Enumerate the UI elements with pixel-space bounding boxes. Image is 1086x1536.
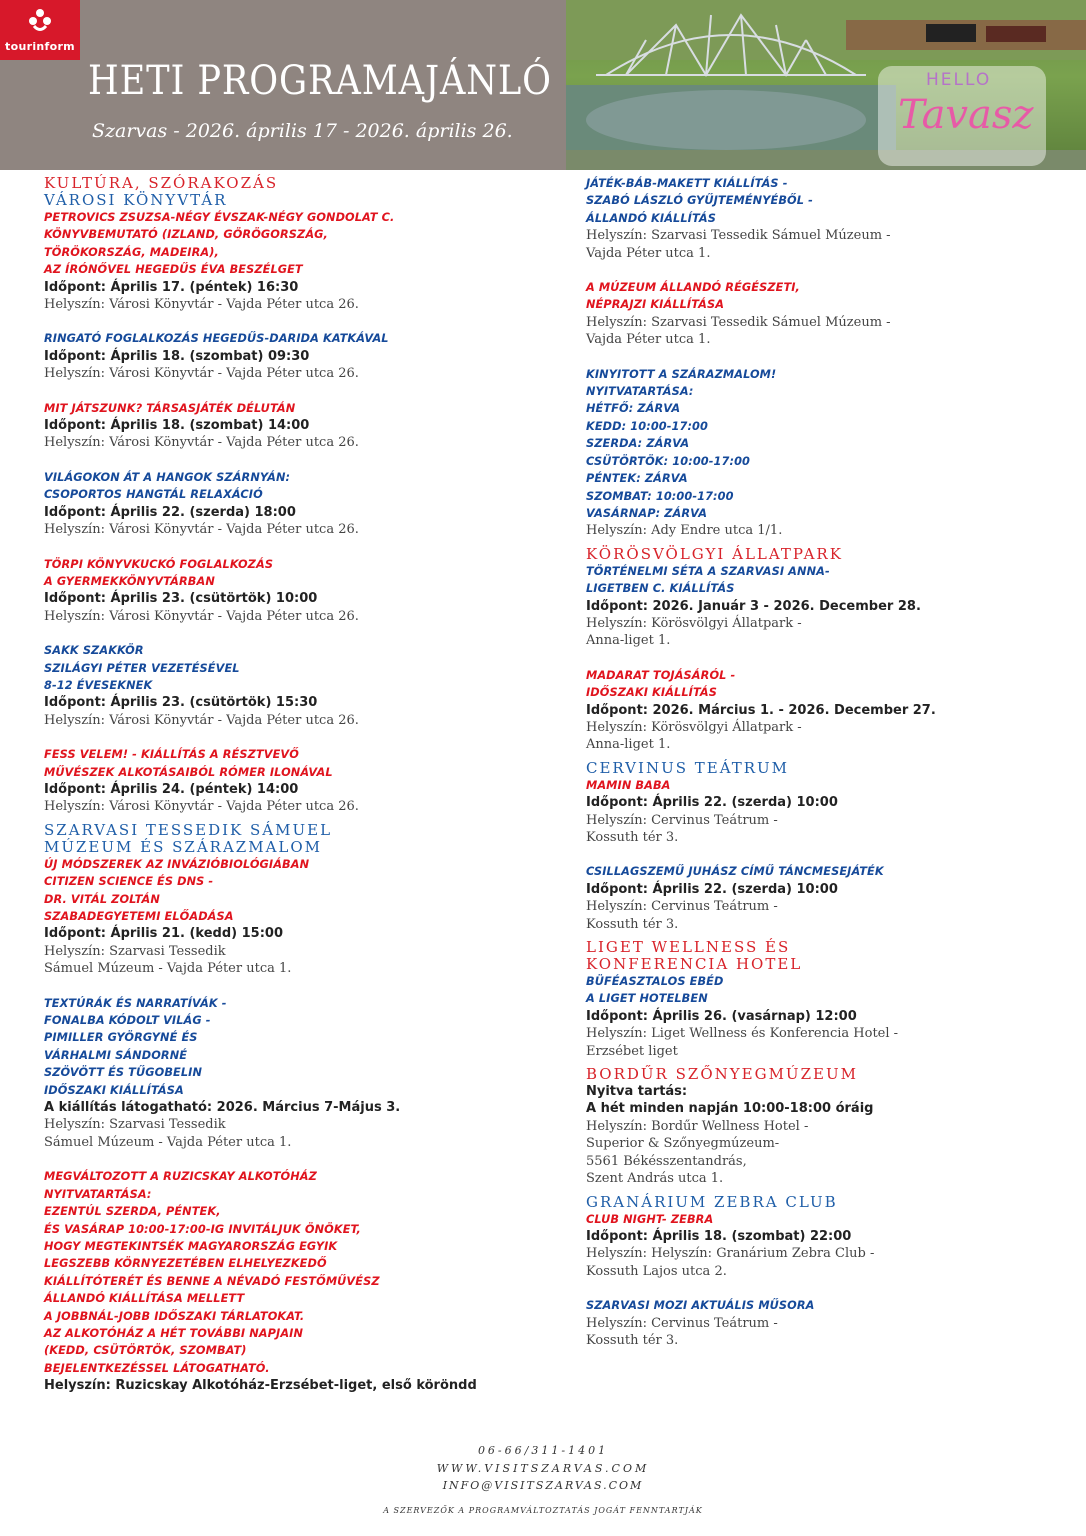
tourinform-flower-icon xyxy=(28,7,52,33)
event-date: Időpont: Április 21. (kedd) 15:00 xyxy=(44,926,283,942)
event-title: MIT JÁTSZUNK? TÁRSASJÁTÉK DÉLUTÁN xyxy=(44,401,296,415)
event-location: Kossuth tér 3. xyxy=(586,916,679,932)
event-location: Helyszín: Városi Könyvtár - Vajda Péter utca 26. xyxy=(44,366,359,382)
event-location: Helyszín: Szarvasi Tessedik Sámuel Múzeum - xyxy=(586,228,891,244)
event-item xyxy=(44,995,544,1152)
event-title: AZ ÍRÓNŐVEL HEGEDŰS ÉVA BESZÉLGET xyxy=(44,263,303,277)
spacer xyxy=(586,650,1056,667)
event-title: SZABADEGYETEMI ELŐADÁSA xyxy=(44,910,234,923)
page-subtitle: Szarvas - 2026. április 17 - 2026. április 26. xyxy=(92,120,513,142)
section-heading: CERVINUS TEÁTRUM xyxy=(586,758,790,777)
event-location: Superior & Szőnyegmúzeum- xyxy=(586,1136,780,1152)
header-banner xyxy=(0,0,566,170)
footer-website[interactable]: WWW.VISITSZARVAS.COM xyxy=(436,1462,650,1475)
section-heading: LIGET WELLNESS ÉS xyxy=(586,938,791,957)
event-date: Időpont: Április 17. (péntek) 16:30 xyxy=(44,279,299,295)
event-location: Helyszín: Helyszín: Granárium Zebra Club - xyxy=(586,1246,875,1262)
spacer xyxy=(44,729,544,746)
event-title: LEGSZEBB KÖRNYEZETÉBEN ELHELYEZKEDŐ xyxy=(44,1257,327,1271)
spacer xyxy=(44,452,544,469)
event-location: Helyszín: Városi Könyvtár - Vajda Péter utca 26. xyxy=(44,297,359,313)
event-date: Időpont: Április 24. (péntek) 14:00 xyxy=(44,781,299,797)
spacer xyxy=(44,625,544,642)
event-item xyxy=(586,777,1056,847)
event-title: FESS VELEM! - KIÁLLÍTÁS A RÉSZTVEVŐ xyxy=(44,748,299,762)
event-location: Helyszín: Liget Wellness és Konferencia Hotel - xyxy=(586,1026,899,1042)
event-item xyxy=(586,973,1056,1060)
event-location: Helyszín: Szarvasi Tessedik Sámuel Múzeum - xyxy=(586,314,891,330)
event-location: Helyszín: Ady Endre utca 1/1. xyxy=(586,523,783,539)
event-item xyxy=(44,642,544,729)
event-title: DR. VITÁL ZOLTÁN xyxy=(44,892,160,906)
event-title: SAKK SZAKKÖR xyxy=(44,644,144,658)
event-date: Időpont: Április 22. (szerda) 18:00 xyxy=(44,504,296,520)
event-item xyxy=(586,1297,1056,1349)
event-title: TÖRPI KÖNYVKUCKÓ FOGLALKOZÁS xyxy=(44,557,274,571)
event-title: TEXTÚRÁK ÉS NARRATÍVÁK - xyxy=(44,996,227,1010)
spacer xyxy=(586,846,1056,863)
event-date: Időpont: 2026. Március 1. - 2026. December 27. xyxy=(586,702,936,718)
spacer xyxy=(44,978,544,995)
event-title: NYITVATARTÁSA: xyxy=(586,385,694,399)
event-title: VILÁGOKON ÁT A HANGOK SZÁRNYÁN: xyxy=(44,470,291,484)
event-item xyxy=(586,1211,1056,1281)
event-date: Időpont: Április 23. (csütörtök) 15:30 xyxy=(44,695,318,711)
section-heading: KÖRÖSVÖLGYI ÁLLATPARK xyxy=(586,544,843,563)
event-location: Helyszín: Városi Könyvtár - Vajda Péter utca 26. xyxy=(44,608,359,624)
event-date: Időpont: Április 26. (vasárnap) 12:00 xyxy=(586,1008,857,1024)
event-title: PETROVICS ZSUZSA-NÉGY ÉVSZAK-NÉGY GONDOLAT C. xyxy=(44,211,395,224)
event-location: Helyszín: Városi Könyvtár - Vajda Péter utca 26. xyxy=(44,522,359,538)
event-title: CITIZEN SCIENCE ÉS DNS - xyxy=(44,875,214,889)
event-item xyxy=(586,175,1056,262)
tourinform-logo[interactable] xyxy=(0,0,80,60)
event-location: Helyszín: Városi Könyvtár - Vajda Péter utca 26. xyxy=(44,435,359,451)
event-title: NYITVATARTÁSA: xyxy=(44,1187,152,1201)
event-title: ÉS VASÁRAP 10:00-17:00-IG INVITÁLJUK ÖNÖKET, xyxy=(44,1222,361,1236)
spacer xyxy=(586,1280,1056,1297)
section-heading: BORDŰR SZŐNYEGMÚZEUM xyxy=(586,1065,858,1084)
event-title: CSÜTÖRTÖK: 10:00-17:00 xyxy=(586,454,751,468)
event-location: Helyszín: Körösvölgyi Állatpark - xyxy=(586,719,802,735)
hello-text: HELLO xyxy=(926,70,992,90)
spacer xyxy=(586,262,1056,279)
tavasz-text: Tavasz xyxy=(898,92,1034,138)
event-title: CSILLAGSZEMŰ JUHÁSZ CÍMŰ TÁNCMESEJÁTÉK xyxy=(586,865,884,879)
section-heading: KONFERENCIA HOTEL xyxy=(586,955,803,974)
header-photo xyxy=(566,0,1086,170)
event-date: Időpont: 2026. Január 3 - 2026. December 28. xyxy=(586,598,921,614)
event-title: MŰVÉSZEK ALKOTÁSAIBÓL RÓMER ILONÁVAL xyxy=(44,765,333,779)
event-title: (KEDD, CSÜTÖRTÖK, SZOMBAT) xyxy=(44,1344,247,1358)
event-title: SZÖVÖTT ÉS TŰGOBELIN xyxy=(44,1066,203,1080)
footer-email[interactable]: INFO@VISITSZARVAS.COM xyxy=(442,1479,644,1492)
event-title: NÉPRAJZI KIÁLLÍTÁSA xyxy=(586,298,725,312)
event-title: KINYITOTT A SZÁRAZMALOM! xyxy=(586,367,777,381)
event-title: RINGATÓ FOGLALKOZÁS HEGEDŰS-DARIDA KATKÁVAL xyxy=(44,332,389,346)
event-item xyxy=(586,563,1056,650)
event-title: BEJELENTKEZÉSSEL LÁTOGATHATÓ. xyxy=(44,1361,270,1375)
event-date: Időpont: Április 22. (szerda) 10:00 xyxy=(586,795,838,811)
event-title: SZOMBAT: 10:00-17:00 xyxy=(586,489,734,503)
event-title: TÖRTÉNELMI SÉTA A SZARVASI ANNA- xyxy=(586,564,830,578)
event-item xyxy=(586,1083,1056,1187)
event-location: Vajda Péter utca 1. xyxy=(586,245,711,261)
event-title: KÖNYVBEMUTATÓ (IZLAND, GÖRÖGORSZÁG, xyxy=(44,228,328,242)
event-location: Helyszín: Bordűr Wellness Hotel - xyxy=(586,1118,809,1134)
event-title: MADARAT TOJÁSÁRÓL - xyxy=(586,668,736,682)
event-title: HOGY MEGTEKINTSÉK MAGYARORSZÁG EGYIK xyxy=(44,1239,338,1253)
event-title: ÚJ MÓDSZEREK AZ INVÁZIÓBIOLÓGIÁBAN xyxy=(44,857,310,871)
event-title: A LIGET HOTELBEN xyxy=(586,992,708,1006)
event-title: EZENTÚL SZERDA, PÉNTEK, xyxy=(44,1205,221,1219)
section-heading: KULTÚRA, SZÓRAKOZÁS xyxy=(44,174,279,192)
event-item xyxy=(44,746,544,816)
event-location: Kossuth Lajos utca 2. xyxy=(586,1263,727,1279)
event-date: A hét minden napján 10:00-18:00 óráig xyxy=(586,1101,874,1117)
spacer xyxy=(44,539,544,556)
event-title: SZABÓ LÁSZLÓ GYŰJTEMÉNYÉBŐL - xyxy=(586,194,813,208)
event-date: A kiállítás látogatható: 2026. Március 7-Május 3. xyxy=(44,1100,401,1116)
page-title: HETI PROGRAMAJÁNLÓ xyxy=(88,58,552,104)
event-item xyxy=(44,556,544,626)
event-title: MAMIN BABA xyxy=(586,778,671,792)
event-title: BÜFÉASZTALOS EBÉD xyxy=(586,975,724,989)
event-item xyxy=(586,279,1056,349)
event-title: HÉTFŐ: ZÁRVA xyxy=(586,402,681,416)
logo-text: tourinform xyxy=(5,40,75,53)
event-location: Erzsébet liget xyxy=(586,1043,678,1059)
event-title: PIMILLER GYÖRGYNÉ ÉS xyxy=(44,1031,198,1045)
event-title: FONALBA KÓDOLT VILÁG - xyxy=(44,1014,211,1028)
event-title: KIÁLLÍTÓTERÉT ÉS BENNE A NÉVADÓ FESTŐMŰVÉSZ xyxy=(44,1274,380,1288)
left-column xyxy=(44,175,544,1395)
event-item xyxy=(44,1168,544,1394)
event-title: IDŐSZAKI KIÁLLÍTÁSA xyxy=(44,1083,184,1097)
event-date: Időpont: Április 18. (szombat) 22:00 xyxy=(586,1228,852,1244)
event-title: ÁLLANDÓ KIÁLLÍTÁSA MELLETT xyxy=(44,1292,245,1306)
spacer xyxy=(44,383,544,400)
event-location: 5561 Békésszentandrás, xyxy=(586,1153,747,1169)
event-title: IDŐSZAKI KIÁLLÍTÁS xyxy=(586,686,717,700)
event-item xyxy=(44,469,544,539)
event-date: Időpont: Április 18. (szombat) 09:30 xyxy=(44,348,310,364)
section-heading: MÚZEUM ÉS SZÁRAZMALOM xyxy=(44,837,323,856)
event-location: Anna-liget 1. xyxy=(586,633,671,649)
event-title: CLUB NIGHT- ZEBRA xyxy=(586,1212,714,1226)
event-date: Időpont: Április 22. (szerda) 10:00 xyxy=(586,881,838,897)
event-item xyxy=(586,667,1056,754)
event-title: A GYERMEKKÖNYVTÁRBAN xyxy=(44,574,215,588)
event-location: Vajda Péter utca 1. xyxy=(586,332,711,348)
event-location: Helyszín: Szarvasi Tessedik xyxy=(44,943,226,959)
event-date: Időpont: Április 18. (szombat) 14:00 xyxy=(44,418,310,434)
event-location: Helyszín: Cervinus Teátrum - xyxy=(586,1315,778,1331)
event-item xyxy=(44,209,544,313)
section-heading: GRANÁRIUM ZEBRA CLUB xyxy=(586,1192,838,1211)
event-title: CSOPORTOS HANGTÁL RELAXÁCIÓ xyxy=(44,488,263,502)
event-item xyxy=(586,863,1056,933)
event-title: 8-12 ÉVESEKNEK xyxy=(44,678,153,692)
right-column xyxy=(586,175,1056,1349)
section-heading: VÁROSI KÖNYVTÁR xyxy=(44,191,228,209)
event-title: ÁLLANDÓ KIÁLLÍTÁS xyxy=(586,211,716,225)
event-title: A MÚZEUM ÁLLANDÓ RÉGÉSZETI, xyxy=(586,281,800,295)
event-item xyxy=(586,366,1056,540)
event-location: Helyszín: Szarvasi Tessedik xyxy=(44,1117,226,1133)
event-location: Helyszín: Városi Könyvtár - Vajda Péter utca 26. xyxy=(44,799,359,815)
event-location: Sámuel Múzeum - Vajda Péter utca 1. xyxy=(44,1134,292,1150)
event-title: VÁRHALMI SÁNDORNÉ xyxy=(44,1048,188,1062)
footer-disclaimer: A SZERVEZŐK A PROGRAMVÁLTOZTATÁS JOGÁT FENNTARTJÁK xyxy=(383,1506,703,1515)
event-location: Helyszín: Cervinus Teátrum - xyxy=(586,899,778,915)
event-location: Helyszín: Cervinus Teátrum - xyxy=(586,812,778,828)
event-title: KEDD: 10:00-17:00 xyxy=(586,419,708,433)
event-location: Kossuth tér 3. xyxy=(586,1332,679,1348)
event-item xyxy=(44,330,544,382)
spacer xyxy=(586,349,1056,366)
event-item xyxy=(44,856,544,978)
event-location: Helyszín: Körösvölgyi Állatpark - xyxy=(586,615,802,631)
event-title: VASÁRNAP: ZÁRVA xyxy=(586,506,708,520)
event-location: Kossuth tér 3. xyxy=(586,830,679,845)
event-date: Nyitva tartás: xyxy=(586,1084,688,1100)
event-location: Sámuel Múzeum - Vajda Péter utca 1. xyxy=(44,961,292,977)
footer-phone[interactable]: 06-66/311-1401 xyxy=(477,1444,609,1457)
spacer xyxy=(44,1151,544,1168)
event-location: Szent András utca 1. xyxy=(586,1171,724,1187)
event-title: SZILÁGYI PÉTER VEZETÉSÉVEL xyxy=(44,661,240,675)
spacer xyxy=(44,313,544,330)
event-location: Helyszín: Városi Könyvtár - Vajda Péter utca 26. xyxy=(44,712,359,728)
event-location: Anna-liget 1. xyxy=(586,737,671,753)
event-item xyxy=(44,400,544,452)
event-title: LIGETBEN C. KIÁLLÍTÁS xyxy=(586,582,735,596)
event-title: SZERDA: ZÁRVA xyxy=(586,437,690,451)
section-heading: SZARVASI TESSEDIK SÁMUEL xyxy=(44,820,333,839)
event-title: AZ ALKOTÓHÁZ A HÉT TOVÁBBI NAPJAIN xyxy=(44,1326,304,1340)
event-title: PÉNTEK: ZÁRVA xyxy=(586,472,688,486)
event-date: Helyszín: Ruzicskay Alkotóház-Erzsébet-liget, első köröndd xyxy=(44,1378,477,1394)
event-title: MEGVÁLTOZOTT A RUZICSKAY ALKOTÓHÁZ xyxy=(44,1170,317,1184)
event-title: JÁTÉK-BÁB-MAKETT KIÁLLÍTÁS - xyxy=(586,177,788,190)
event-title: A JOBBNÁL-JOBB IDŐSZAKI TÁRLATOKAT. xyxy=(44,1309,305,1323)
event-title: SZARVASI MOZI AKTUÁLIS MŰSORA xyxy=(586,1299,815,1313)
event-date: Időpont: Április 23. (csütörtök) 10:00 xyxy=(44,591,318,607)
event-title: TÖRÖKORSZÁG, MADEIRA), xyxy=(44,245,219,259)
